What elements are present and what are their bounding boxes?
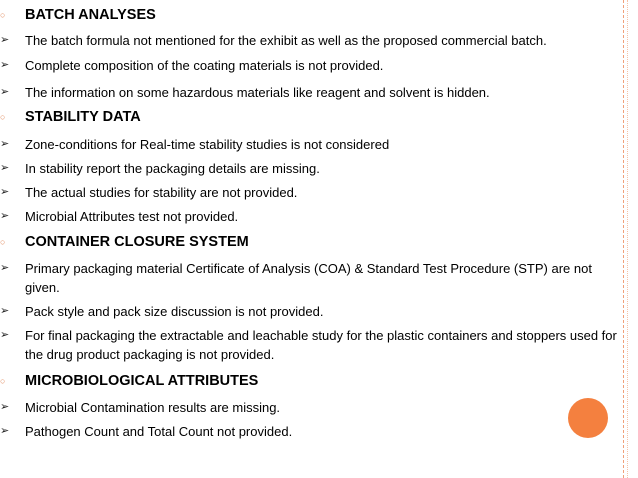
arrow-bullet-icon: ➢ <box>0 305 10 317</box>
arrow-bullet-icon: ➢ <box>0 262 10 274</box>
list-item-text: In stability report the packaging details are missing. <box>25 161 320 176</box>
list-item-text: Microbial Contamination results are missing. <box>25 400 281 415</box>
list-item-text: Complete composition of the coating materials is not provided. <box>25 58 384 73</box>
section-heading: BATCH ANALYSES <box>25 7 156 23</box>
list-item-text: Microbial Attributes test not provided. <box>25 209 239 224</box>
list-item-text: The information on some hazardous materials like reagent and solvent is hidden. <box>25 85 490 100</box>
circle-bullet-icon: ○ <box>0 10 6 20</box>
slide-border-right-inner <box>627 0 628 478</box>
list-item-text: For final packaging the extractable and leachable study for the plastic containers and stoppers used for the drug product packaging is not provided. <box>25 328 617 362</box>
list-item-text: Zone-conditions for Real-time stability studies is not considered <box>25 137 390 152</box>
arrow-bullet-icon: ➢ <box>0 138 10 150</box>
arrow-bullet-icon: ➢ <box>0 86 10 98</box>
arrow-bullet-icon: ➢ <box>0 186 10 198</box>
arrow-bullet-icon: ➢ <box>0 425 10 437</box>
list-item-text: The batch formula not mentioned for the exhibit as well as the proposed commercial batch. <box>25 33 547 48</box>
section-heading: MICROBIOLOGICAL ATTRIBUTES <box>25 373 259 389</box>
list-item-text: Primary packaging material Certificate of Analysis (COA) & Standard Test Procedure (STP) are not given. <box>25 261 592 295</box>
slide-border-right <box>623 0 624 478</box>
arrow-bullet-icon: ➢ <box>0 34 10 46</box>
section-heading: STABILITY DATA <box>25 109 141 125</box>
arrow-bullet-icon: ➢ <box>0 210 10 222</box>
list-item-text: Pathogen Count and Total Count not provided. <box>25 424 293 439</box>
arrow-bullet-icon: ➢ <box>0 59 10 71</box>
circle-bullet-icon: ○ <box>0 112 6 122</box>
arrow-bullet-icon: ➢ <box>0 329 10 341</box>
decorative-orange-circle <box>568 398 608 438</box>
section-heading: CONTAINER CLOSURE SYSTEM <box>25 234 249 250</box>
arrow-bullet-icon: ➢ <box>0 401 10 413</box>
list-item-text: Pack style and pack size discussion is not provided. <box>25 304 324 319</box>
arrow-bullet-icon: ➢ <box>0 162 10 174</box>
circle-bullet-icon: ○ <box>0 237 6 247</box>
list-item-text: The actual studies for stability are not provided. <box>25 185 298 200</box>
circle-bullet-icon: ○ <box>0 376 6 386</box>
